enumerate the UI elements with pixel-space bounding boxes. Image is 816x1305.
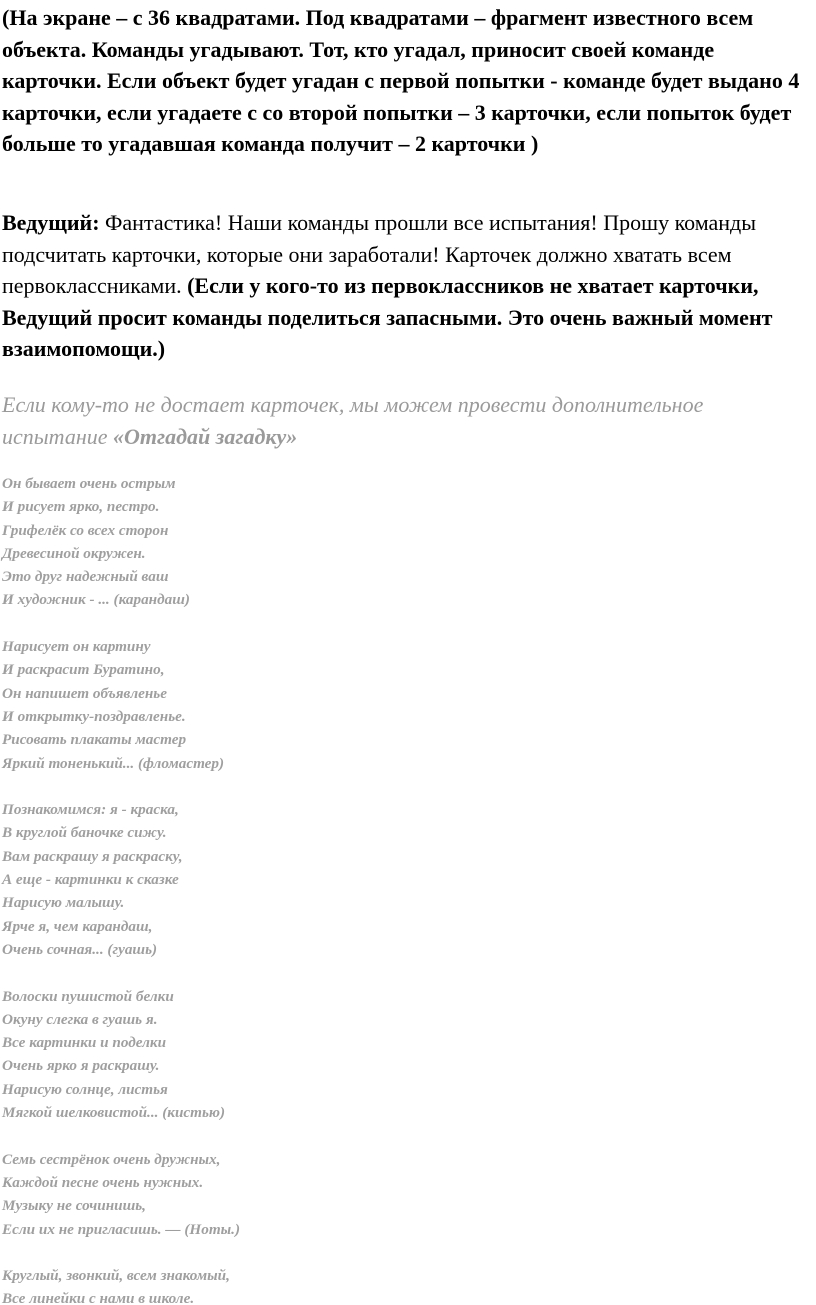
host-bold-note: (Если у кого-то из первоклассников не хватает карточки, Ведущий просит команды поделиться запасными. Это очень важный момент взаимопомощи.): [2, 273, 773, 362]
riddle-line: Это друг надежный ваш: [2, 568, 169, 586]
riddle-line: Вам раскрашу я раскраску,: [2, 847, 183, 865]
riddle-line: Нарисую малышу.: [2, 894, 125, 912]
speaker-label: Ведущий:: [2, 210, 100, 235]
riddle-stanza: [2, 985, 702, 1125]
extra-task-text: Если кому-то не достает карточек, мы можем провести дополнительное испытание: [2, 392, 704, 449]
riddle-line: Музыку не сочинишь,: [2, 1197, 146, 1215]
riddle-line: Он бывает очень острым: [2, 475, 176, 492]
riddles-list: [2, 472, 702, 1305]
host-paragraph: [2, 207, 814, 365]
riddle-line: И раскрасит Буратино,: [2, 661, 165, 679]
riddle-line: Очень сочная... (гуашь): [2, 940, 158, 958]
riddle-line: Рисовать плакаты мастер: [2, 731, 187, 749]
riddle-line: Круглый, звонкий, всем знакомый,: [2, 1267, 230, 1285]
riddle-line: Каждой песне очень нужных.: [2, 1173, 204, 1191]
host-text: Фантастика! Наши команды прошли все испытания! Прошу команды подсчитать карточки, которые они заработали! Карточек должно хватать всем первоклассниками.: [2, 210, 757, 299]
riddle-stanza: [2, 472, 702, 612]
riddle-line: Нарисую солнце, листья: [2, 1080, 168, 1098]
riddle-stanza: [2, 1148, 702, 1241]
instruction-paragraph: (На экране – с 36 квадратами. Под квадратами – фрагмент известного всем объекта. Команды угадывают. Тот, кто угадал, приносит своей команде карточки. Если объект будет угадан с первой попытки - команде будет выдано 4 карточки, если угадаете с со второй попытки – 3 карточки, если попыток будет больше то угадавшая команда получит – 2 карточки ): [2, 5, 800, 157]
riddle-line: И художник - ... (карандаш): [2, 591, 190, 609]
riddle-line: Волоски пушистой белки: [2, 987, 174, 1005]
riddle-line: И рисует ярко, пестро.: [2, 498, 160, 516]
extra-task-title: «Отгадай загадку»: [113, 423, 298, 449]
riddle-line: Яркий тоненький... (фломастер): [2, 754, 225, 772]
extra-task-paragraph: [2, 389, 814, 452]
riddle-line: Ярче я, чем карандаш,: [2, 917, 153, 935]
riddle-line: И открытку-поздравленье.: [2, 707, 186, 725]
riddle-line: Если их не пригласишь. — (Ноты.): [2, 1220, 241, 1238]
riddle-line: Окуну слегка в гуашь я.: [2, 1010, 158, 1028]
riddle-line: Все картинки и поделки: [2, 1034, 167, 1052]
riddle-line: Мягкой шелковистой... (кистью): [2, 1104, 226, 1122]
riddle-line: Очень ярко я раскрашу.: [2, 1057, 160, 1075]
riddle-line: Все линейки с нами в школе.: [2, 1290, 195, 1305]
riddle-stanza: [2, 798, 702, 961]
riddle-line: А еще - картинки к сказке: [2, 871, 179, 889]
riddle-line: Нарисует он картину: [2, 638, 151, 656]
riddle-line: Древесиной окружен.: [2, 544, 146, 562]
riddle-line: В круглой баночке сижу.: [2, 824, 167, 842]
riddle-line: Познакомимся: я - краска,: [2, 801, 179, 819]
riddle-stanza: [2, 635, 702, 775]
riddle-stanza: [2, 1264, 702, 1305]
riddle-line: Грифелёк со всех сторон: [2, 521, 169, 539]
riddle-line: Семь сестрёнок очень дружных,: [2, 1150, 221, 1168]
riddle-line: Он напишет объявленье: [2, 684, 167, 702]
